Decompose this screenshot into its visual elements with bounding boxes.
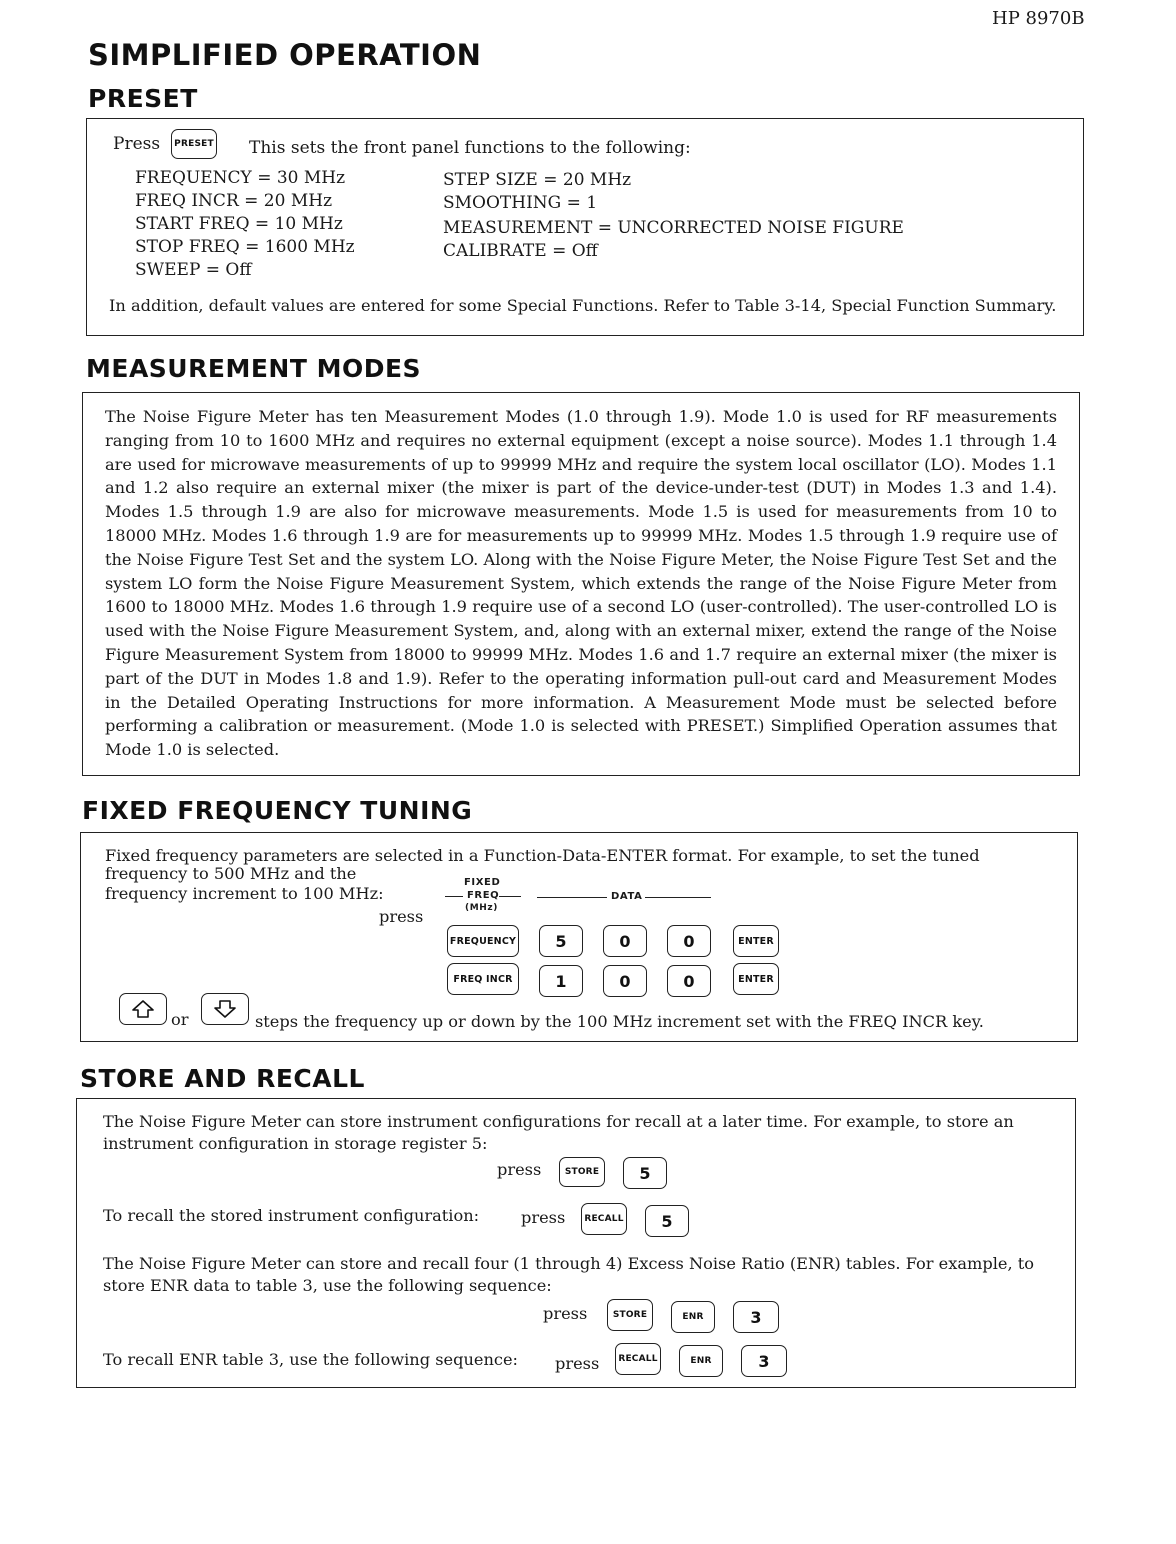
digit-0-key: 0 xyxy=(667,925,711,957)
fixed-frequency-line2: frequency to 500 MHz and the xyxy=(105,864,357,883)
enr-p2-line2: store ENR data to table 3, use the following sequence: xyxy=(103,1276,552,1295)
enr-p2-line1: The Noise Figure Meter can store and recall four (1 through 4) Excess Noise Ratio (ENR) tables. For example, to xyxy=(103,1254,1035,1273)
data-bracket-right xyxy=(645,897,711,898)
enr-key: ENR xyxy=(671,1301,715,1333)
measurement-modes-heading: MEASUREMENT MODES xyxy=(86,354,422,383)
enter-key: ENTER xyxy=(733,925,779,957)
store-key: STORE xyxy=(559,1157,605,1187)
store-recall-heading: STORE AND RECALL xyxy=(80,1064,365,1093)
page-title: SIMPLIFIED OPERATION xyxy=(88,38,482,72)
step-down-key xyxy=(201,993,249,1025)
enr-key: ENR xyxy=(679,1345,723,1377)
preset-heading: PRESET xyxy=(88,84,198,113)
recall-key: RECALL xyxy=(581,1203,627,1235)
digit-5-key: 5 xyxy=(645,1205,689,1237)
fixed-frequency-box xyxy=(80,832,1078,1042)
fixed-frequency-heading: FIXED FREQUENCY TUNING xyxy=(82,796,473,825)
freq-bracket-right xyxy=(499,896,521,897)
preset-box xyxy=(86,118,1084,336)
step-up-arrow-icon xyxy=(130,999,156,1019)
digit-3-key: 3 xyxy=(741,1345,787,1377)
recall-text: To recall the stored instrument configuration: xyxy=(103,1206,480,1225)
step-description: steps the frequency up or down by the 100 MHz increment set with the FREQ INCR key. xyxy=(255,1012,984,1031)
digit-1-key: 1 xyxy=(539,965,583,997)
preset-setting: STEP SIZE = 20 MHz xyxy=(443,170,632,190)
enr-recall-text: To recall ENR table 3, use the following sequence: xyxy=(103,1350,518,1369)
label-data: DATA xyxy=(611,891,643,902)
label-freq: FREQ xyxy=(467,890,500,901)
measurement-modes-body: The Noise Figure Meter has ten Measurement Modes (1.0 through 1.9). Mode 1.0 is used for RF measurements ranging from 10 to 1600 MHz and requires no external equipment (except a noise source). Modes 1.1 through 1.4 are used for microwave measurements of up to 99999 MHz and require the system local oscillator (LO). Modes 1.1 and 1.2 also require an external mixer (the mixer is part of the device-under-test (DUT) in Modes 1.3 and 1.4). Modes 1.5 through 1.9 are also for microwave measurements. Mode 1.5 is used for measurements from 10 to 18000 MHz. Modes 1.6 through 1.9 are for measurements up to 99999 MHz. Modes 1.5 through 1.9 require use of the Noise Figure Test Set and the system LO. Along with the Noise Figure Meter, the Noise Figure Test Set and the system LO form the Noise Figure Measurement System, which extends the range of the Noise Figure Meter from 1600 to 18000 MHz. Modes 1.6 through 1.9 require use of a second LO (user-controlled). The user-controlled LO is used with the Noise Figure Measurement System, and, along with an external mixer, extend the range of the Noise Figure Measurement System from 18000 to 99999 MHz. Modes 1.6 and 1.7 require an external mixer (the mixer is part of the DUT in Modes 1.8 and 1.9). Refer to the operating information pull-out card and Measurement Modes in the Detailed Operating Instructions for more information. A Measurement Mode must be selected before performing a calibration or measurement. (Mode 1.0 is selected with PRESET.) Simplified Operation assumes that Mode 1.0 is selected. xyxy=(105,407,1057,760)
preset-setting: SMOOTHING = 1 xyxy=(443,193,598,213)
store-recall-box xyxy=(76,1098,1076,1388)
preset-setting: SWEEP = Off xyxy=(135,260,252,280)
preset-setting: STOP FREQ = 1600 MHz xyxy=(135,237,355,257)
enr-store-press-text: press xyxy=(543,1304,588,1323)
fixed-frequency-line1: Fixed frequency parameters are selected in a Function-Data-ENTER format. For example, to set the tuned xyxy=(105,846,980,865)
digit-0-key: 0 xyxy=(603,965,647,997)
frequency-key: FREQUENCY xyxy=(447,925,519,957)
preset-setting: START FREQ = 10 MHz xyxy=(135,214,343,234)
preset-intro: This sets the front panel functions to the following: xyxy=(249,138,691,158)
step-down-arrow-icon xyxy=(212,999,238,1019)
preset-setting: FREQUENCY = 30 MHz xyxy=(135,168,346,188)
preset-footer: In addition, default values are entered for some Special Functions. Refer to Table 3-14, Special Function Summary. xyxy=(109,296,1057,315)
label-fixed: FIXED xyxy=(464,877,501,888)
freq-bracket-left xyxy=(445,896,463,897)
step-up-key xyxy=(119,993,167,1025)
preset-setting: FREQ INCR = 20 MHz xyxy=(135,191,333,211)
preset-key: PRESET xyxy=(171,129,217,159)
measurement-modes-box xyxy=(82,392,1080,776)
freq-incr-key: FREQ INCR xyxy=(447,963,519,995)
digit-5-key: 5 xyxy=(623,1157,667,1189)
step-or-text: or xyxy=(171,1010,189,1029)
store-p1-line2: instrument configuration in storage register 5: xyxy=(103,1134,488,1153)
recall-key: RECALL xyxy=(615,1343,661,1375)
digit-3-key: 3 xyxy=(733,1301,779,1333)
model-number: HP 8970B xyxy=(992,8,1085,29)
label-mhz: (MHz) xyxy=(465,903,498,913)
data-bracket-left xyxy=(537,897,607,898)
digit-0-key: 0 xyxy=(603,925,647,957)
recall-press-text: press xyxy=(521,1208,566,1227)
fixed-frequency-press: press xyxy=(379,907,424,926)
digit-5-key: 5 xyxy=(539,925,583,957)
preset-setting: CALIBRATE = Off xyxy=(443,241,598,261)
enr-recall-press-text: press xyxy=(555,1354,600,1373)
enter-key: ENTER xyxy=(733,963,779,995)
store-press-text: press xyxy=(497,1160,542,1179)
preset-press-text: Press xyxy=(113,134,161,154)
fixed-frequency-line3: frequency increment to 100 MHz: xyxy=(105,884,384,903)
preset-setting: MEASUREMENT = UNCORRECTED NOISE FIGURE xyxy=(443,218,904,238)
store-key: STORE xyxy=(607,1299,653,1331)
store-p1-line1: The Noise Figure Meter can store instrument configurations for recall at a later time. For example, to store an xyxy=(103,1112,1014,1131)
digit-0-key: 0 xyxy=(667,965,711,997)
